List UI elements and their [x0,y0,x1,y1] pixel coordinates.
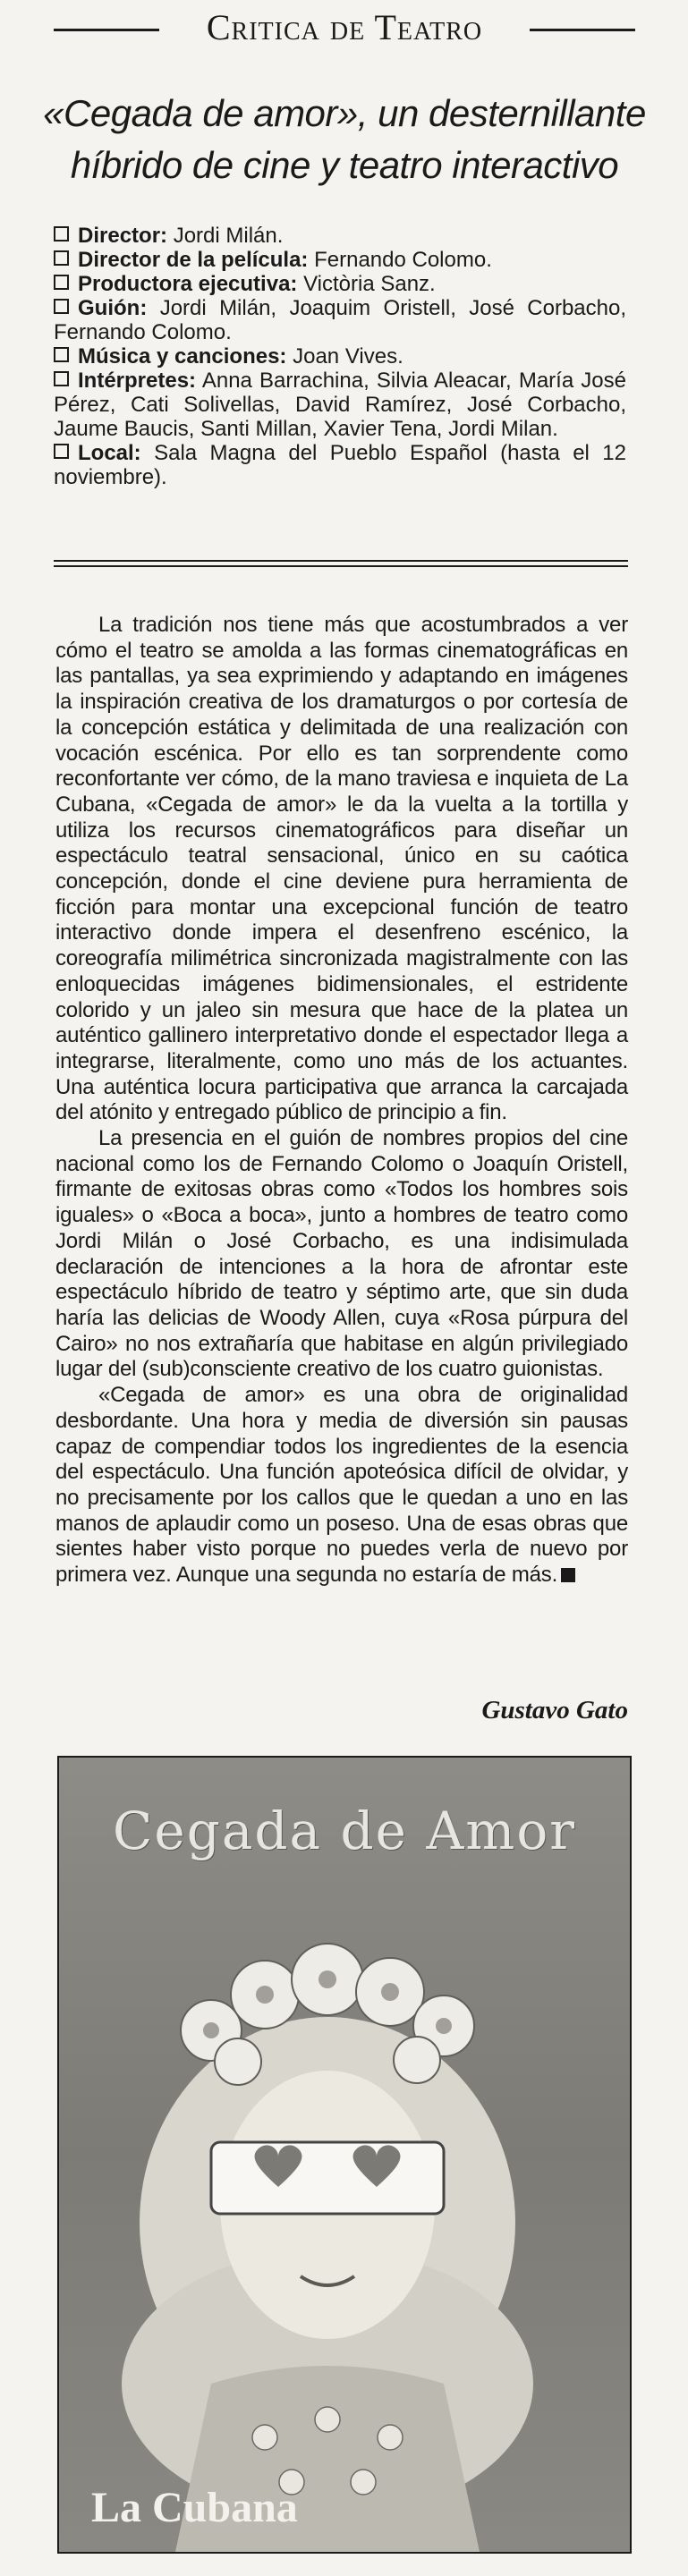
credit-item [54,344,626,369]
credit-value: Sala Magna del Pueblo Español (hasta el 12 noviembre). [54,441,626,489]
section-title: Critica de Teatro [206,7,483,47]
poster-title: Cegada de Amor [113,1801,576,1861]
credit-label: Local: [78,441,141,465]
checkbox-bullet-icon [54,444,69,459]
divider-rule [54,560,628,562]
credit-item [54,296,626,344]
author-byline: Gustavo Gato [481,1696,628,1724]
headline-line-1: «Cegada de amor», un desternillante [43,92,646,134]
headline [36,88,653,191]
body-paragraph [55,1383,628,1589]
checkbox-bullet-icon [54,299,69,314]
checkbox-bullet-icon [54,347,69,362]
credit-value: Jordi Milán, Joaquim Oristell, José Corbacho, Fernando Colomo. [54,296,627,344]
poster-illustration [59,1758,630,2552]
credit-item [54,272,626,296]
credit-item [54,441,626,489]
credit-value: Fernando Colomo. [314,248,492,272]
credit-label: Director: [78,224,168,248]
credit-value: Joan Vives. [293,344,403,369]
body-paragraph: La tradición nos tiene más que acostumbrados a ver cómo el teatro se amolda a las formas cinematográficas en las pantallas, ya sea exprimiendo y adaptando en imágenes la inspiración creativa de los dramaturgos o por cortesía de la concepción estática y delimitada de una realización con vocación escénica. Por ello es tan sorprendente como reconfortante ver cómo, de la mano traviesa e inquieta de La Cubana, «Cegada de amor» le da la vuelta a la tortilla y utiliza los recursos cinematográficos para diseñar un espectáculo teatral sensacional, único en su caótica concepción, donde el cine deviene pura herramienta de ficción para montar una excepcional función de teatro interactivo donde impera el desenfreno escénico, la coreografía milimétrica sincronizada magistralmente con las enloquecidas imágenes bidimensionales, el estridente colorido y un jaleo sin mesura que hace de la platea un auténtico gallinero interpretativo donde el espectador llega a integrarse, literalmente, como uno más de los actuantes. Una auténtica locura participativa que arranca la carcajada del atónito y entregado público de principio a fin. [55,613,628,1125]
credit-label: Director de la película: [78,248,309,272]
credit-item [54,369,626,441]
credit-value: Victòria Sanz. [303,272,436,296]
header-rule-right [530,29,635,31]
headline-line-2: híbrido de cine y teatro interactivo [70,144,619,186]
checkbox-bullet-icon [54,275,69,290]
credit-label: Intérpretes: [78,369,197,393]
credit-label: Productora ejecutiva: [78,272,298,296]
article-body [55,613,628,1589]
header-rule-left [54,29,159,31]
body-paragraph-text: «Cegada de amor» es una obra de originalidad desbordante. Una hora y media de diversión sin pausas capaz de compendiar todos los ingredientes de la esencia del espectáculo. Una función apoteósica difícil de olvidar, y no precisamente por los callos que le quedan a uno en las manos de aplaudir como un poseso. Una de esas obras que sientes haber visto porque no puedes verla de nuevo por primera vez. Aunque una segunda no estaría de más. [55,1383,628,1588]
end-mark-icon [561,1568,575,1582]
poster-image [57,1756,632,2554]
credits-list [54,224,626,489]
section-header [54,7,635,50]
poster-logo: La Cubana [91,2484,298,2531]
checkbox-bullet-icon [54,371,69,386]
checkbox-bullet-icon [54,250,69,266]
credit-value: Jordi Milán. [173,224,284,248]
body-paragraph: La presencia en el guión de nombres propios del cine nacional como los de Fernando Colomo o Joaquín Oristell, firmante de exitosas obras como «Todos los hombres sois iguales» o «Boca a boca», junto a hombres de teatro como Jordi Milán o José Corbacho, es una indisimulada declaración de intenciones a la hora de afrontar este espectáculo híbrido de teatro y séptimo arte, que sin duda haría las delicias de Woody Allen, cuya «Rosa púrpura del Cairo» no nos extrañaría que habitase en algún privilegiado lugar del (sub)consciente creativo de los cuatro guionistas. [55,1126,628,1382]
checkbox-bullet-icon [54,226,69,242]
credit-value: Anna Barrachina, Silvia Aleacar, María José Pérez, Cati Solivellas, David Ramírez, José Corbacho, Jaume Baucis, Santi Millan, Xavier Tena, Jordi Milan. [54,369,626,441]
credit-item [54,248,626,272]
credit-label: Música y canciones: [78,344,287,369]
divider-rule [54,565,628,567]
credit-item [54,224,626,248]
credit-label: Guión: [78,296,148,320]
